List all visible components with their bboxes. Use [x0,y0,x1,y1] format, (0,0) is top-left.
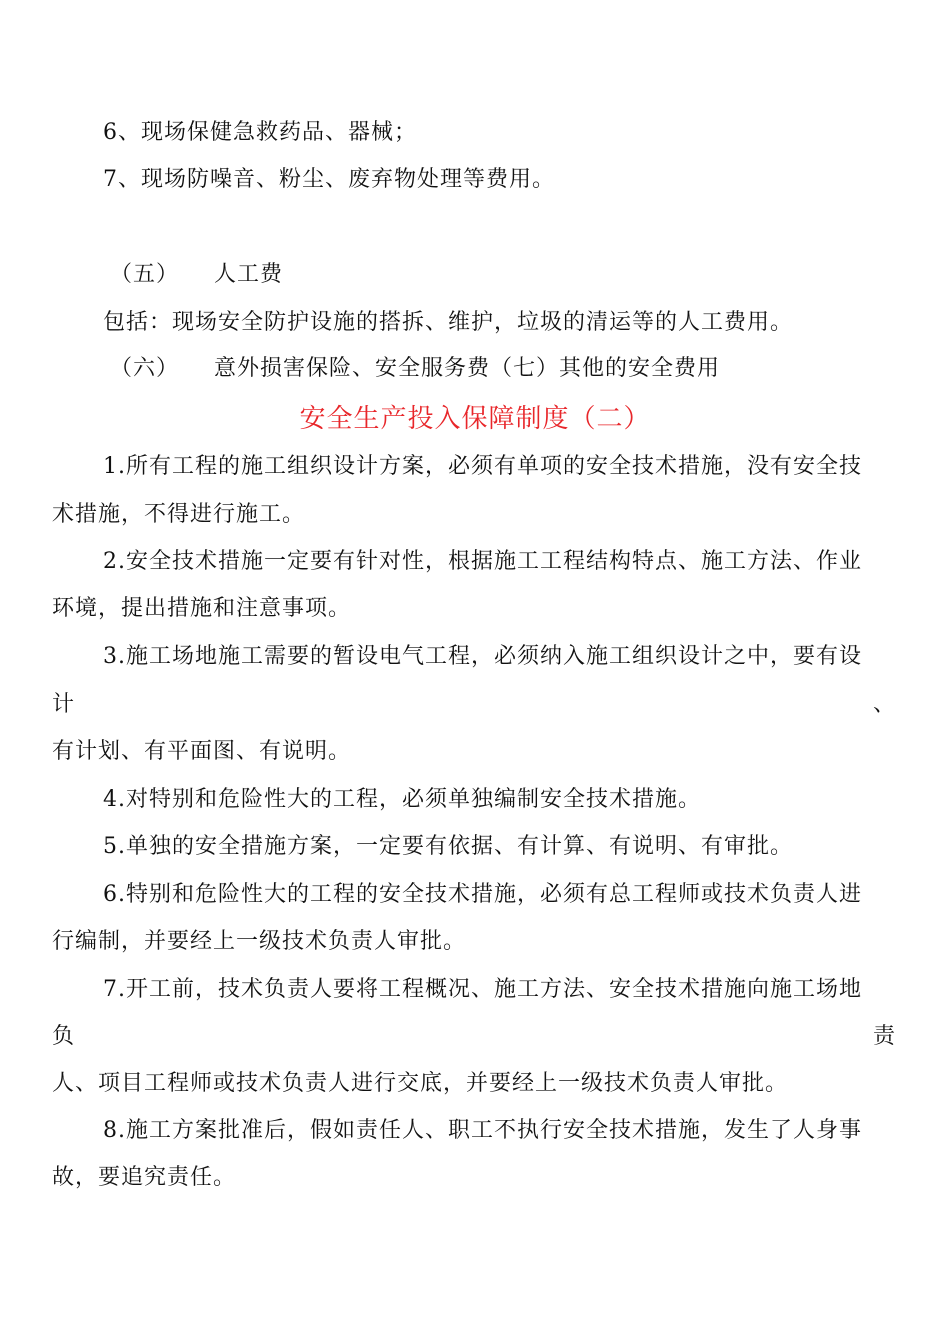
section-6-title: 意外损害保险、安全服务费（七）其他的安全费用 [214,356,721,381]
rule-6-line-2: 行编制，并要经上一级技术负责人审批。 [52,929,467,954]
rule-4-line-1: 4.对特别和危险性大的工程，必须单独编制安全技术措施。 [103,787,701,812]
rule-7-line-2-start: 负 [52,1024,75,1049]
section-5-number: （五） [110,262,180,287]
rule-3-line-1: 3.施工场地施工需要的暂设电气工程，必须纳入施工组织设计之中，要有设 [103,644,862,669]
list-item-7: 7、现场防噪音、粉尘、废弃物处理等费用。 [103,167,555,192]
page-title: 安全生产投入保障制度（二） [299,404,651,434]
section-5-body: 包括：现场安全防护设施的搭拆、维护，垃圾的清运等的人工费用。 [103,310,794,335]
rule-2-line-2: 环境，提出措施和注意事项。 [52,596,352,621]
section-5-title: 人工费 [214,262,284,287]
rule-7-line-2 [52,1022,895,1052]
rule-7-line-1: 7.开工前，技术负责人要将工程概况、施工方法、安全技术措施向施工场地 [103,977,862,1002]
list-item-6: 6、现场保健急救药品、器械； [103,120,417,145]
rule-7-line-3: 人、项目工程师或技术负责人进行交底，并要经上一级技术负责人审批。 [52,1071,789,1096]
rule-5-line-1: 5.单独的安全措施方案，一定要有依据、有计算、有说明、有审批。 [103,834,793,859]
rule-7-line-2-end: 责 [872,1024,895,1049]
rule-2-line-1: 2.安全技术措施一定要有针对性，根据施工工程结构特点、施工方法、作业 [103,549,862,574]
rule-3-line-2 [52,690,895,720]
rule-1-line-2: 术措施，不得进行施工。 [52,502,306,527]
rule-8-line-1: 8.施工方案批准后，假如责任人、职工不执行安全技术措施，发生了人身事 [103,1118,862,1143]
rule-1-line-1: 1.所有工程的施工组织设计方案，必须有单项的安全技术措施，没有安全技 [103,454,862,479]
rule-8-line-2: 故，要追究责任。 [52,1165,237,1190]
rule-6-line-1: 6.特别和危险性大的工程的安全技术措施，必须有总工程师或技术负责人进 [103,882,862,907]
rule-3-line-3: 有计划、有平面图、有说明。 [52,739,352,764]
rule-3-line-2-start: 计 [52,692,75,717]
section-6-number: （六） [110,356,180,381]
rule-3-line-2-end: 、 [872,692,895,717]
